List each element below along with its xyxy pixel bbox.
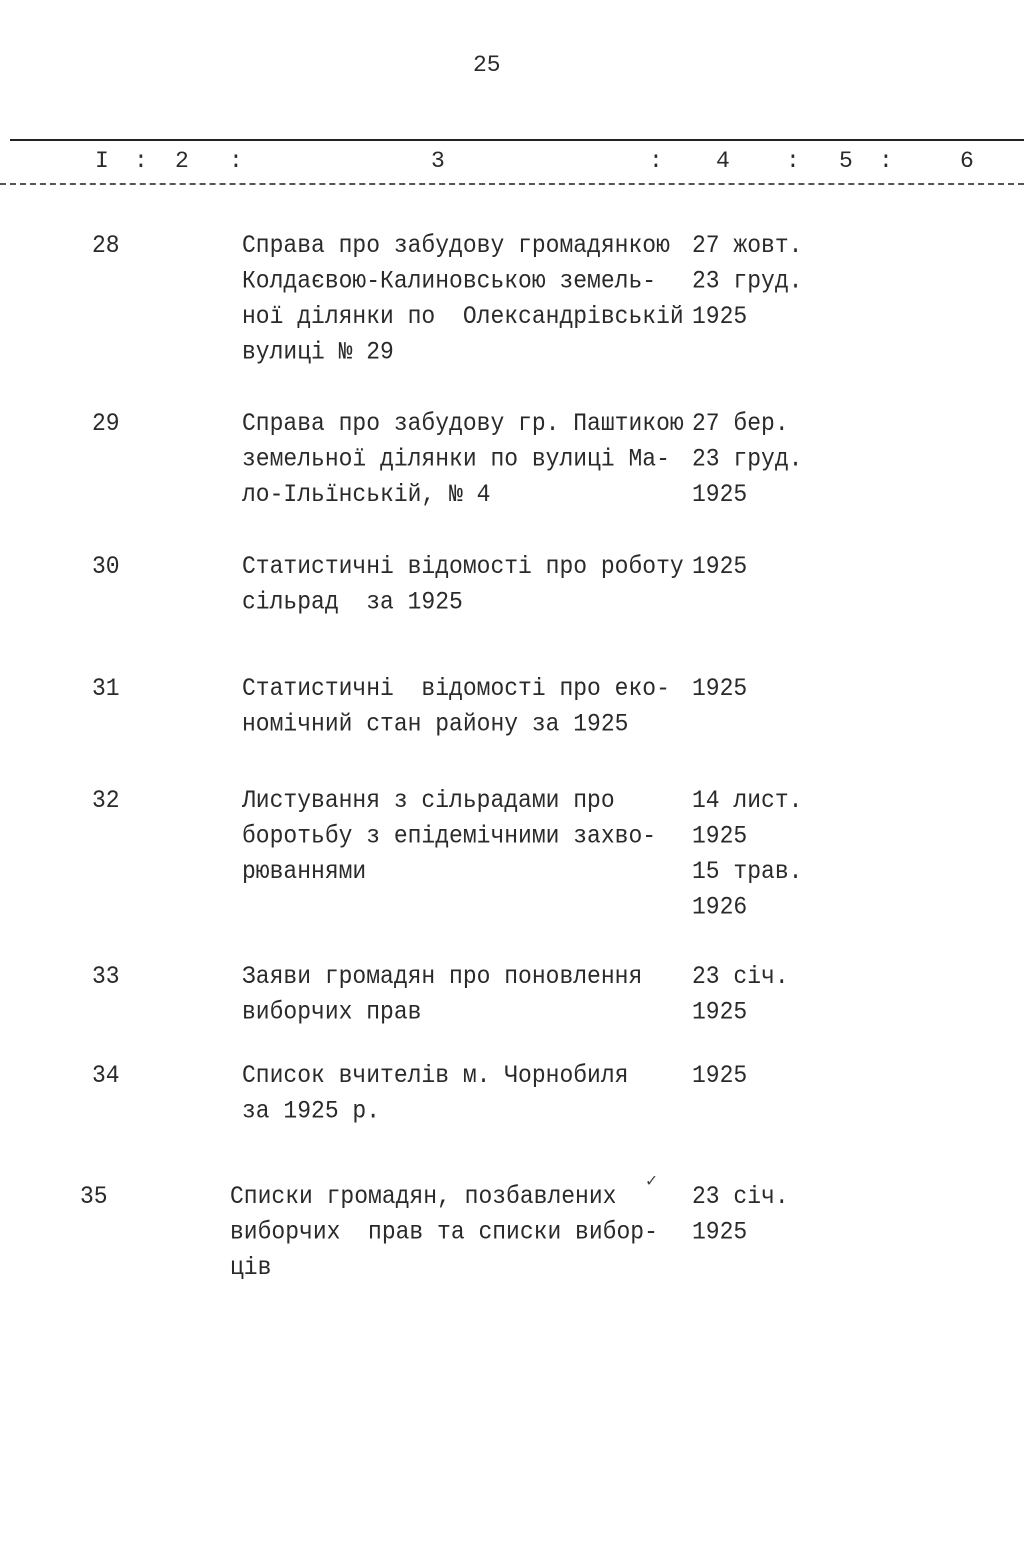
entry-description-line: номічний стан району за 1925 [242, 709, 629, 738]
entry-dates-line: 1925 [692, 821, 748, 850]
entry-dates-line: 1926 [692, 893, 748, 922]
entry-description-line: Списки громадян, позбавлених [230, 1182, 617, 1211]
page-number: 25 [473, 52, 501, 78]
entry-description-line: Листування з сільрадами про [242, 786, 615, 815]
entry-description-line: вулиці № 29 [242, 338, 394, 367]
entry-description [242, 783, 682, 890]
entry-dates-line: 14 лист. [692, 786, 803, 815]
entry-description [242, 228, 682, 371]
entry-dates-line: 27 бер. [692, 409, 789, 438]
entry-description-line: рюваннями [242, 857, 367, 886]
entry-dates-line: 1925 [692, 1217, 748, 1246]
entry-description-line: Заяви громадян про поновлення [242, 962, 643, 991]
entry-description-line: ло-Ільїнській, № 4 [242, 480, 491, 509]
table-top-rule [10, 139, 1024, 141]
header-separator: : [134, 148, 148, 174]
entry-description-line: виборчих прав [242, 997, 422, 1026]
header-col-6: 6 [960, 148, 974, 174]
entry-description [242, 1058, 682, 1129]
entry-dates [692, 671, 832, 707]
entry-dates-line: 1925 [692, 1061, 748, 1090]
entry-description [242, 406, 682, 513]
entry-description-line: ців [230, 1253, 272, 1282]
entry-dates-line: 23 січ. [692, 1182, 789, 1211]
header-separator: : [786, 148, 800, 174]
entry-dates-line: 27 жовт. [692, 231, 803, 260]
entry-dates-line: 1925 [692, 552, 748, 581]
entry-dates [692, 959, 832, 1030]
entry-description [242, 671, 682, 742]
header-separator: : [229, 148, 243, 174]
header-separator: : [879, 148, 893, 174]
entry-dates [692, 228, 832, 335]
entry-dates-line: 23 груд. [692, 266, 803, 295]
entry-description-line: Колдаєвою-Калиновською земель- [242, 266, 657, 295]
entry-dates [692, 783, 832, 926]
entry-dates-line: 23 січ. [692, 962, 789, 991]
header-col-3: 3 [431, 148, 445, 174]
entry-dates-line: 23 груд. [692, 444, 803, 473]
entry-description-line: боротьбу з епідемічними захво- [242, 821, 657, 850]
header-col-5: 5 [839, 148, 853, 174]
entry-description-line: виборчих прав та списки вибор- [230, 1217, 658, 1246]
entry-number: 33 [92, 962, 120, 991]
header-separator: : [649, 148, 663, 174]
entry-description-line: Список вчителів м. Чорнобиля [242, 1061, 629, 1090]
entry-number: 28 [92, 231, 120, 260]
entry-dates-line: 15 трав. [692, 857, 803, 886]
entry-dates [692, 406, 832, 513]
entry-description-line: Статистичні відомості про еко- [242, 674, 670, 703]
entry-dates [692, 1179, 832, 1250]
entry-description-line: Справа про забудову громадянкою [242, 231, 670, 260]
entry-dates [692, 1058, 832, 1094]
checkmark-icon: ✓ [646, 1172, 657, 1192]
entry-description [230, 1179, 670, 1286]
entry-description-line: за 1925 р. [242, 1096, 381, 1125]
entry-description-line: Статистичні відомості про роботу [242, 552, 684, 581]
header-col-4: 4 [716, 148, 730, 174]
entry-description-line: ної ділянки по Олександрівській [242, 302, 684, 331]
entry-dates-line: 1925 [692, 302, 748, 331]
entry-dates-line: 1925 [692, 480, 748, 509]
entry-dates-line: 1925 [692, 997, 748, 1026]
entry-dates-line: 1925 [692, 674, 748, 703]
entry-number: 31 [92, 674, 120, 703]
entry-description-line: Справа про забудову гр. Паштикою [242, 409, 684, 438]
entry-description-line: земельної ділянки по вулиці Ма- [242, 444, 670, 473]
header-col-1: I [95, 148, 109, 174]
entry-number: 35 [80, 1182, 108, 1211]
entry-description [242, 959, 682, 1030]
header-col-2: 2 [175, 148, 189, 174]
entry-dates [692, 549, 832, 585]
table-header-rule [0, 183, 1024, 185]
entry-number: 32 [92, 786, 120, 815]
entry-number: 29 [92, 409, 120, 438]
entry-description-line: сільрад за 1925 [242, 587, 463, 616]
entry-description [242, 549, 682, 620]
entry-number: 30 [92, 552, 120, 581]
entry-number: 34 [92, 1061, 120, 1090]
